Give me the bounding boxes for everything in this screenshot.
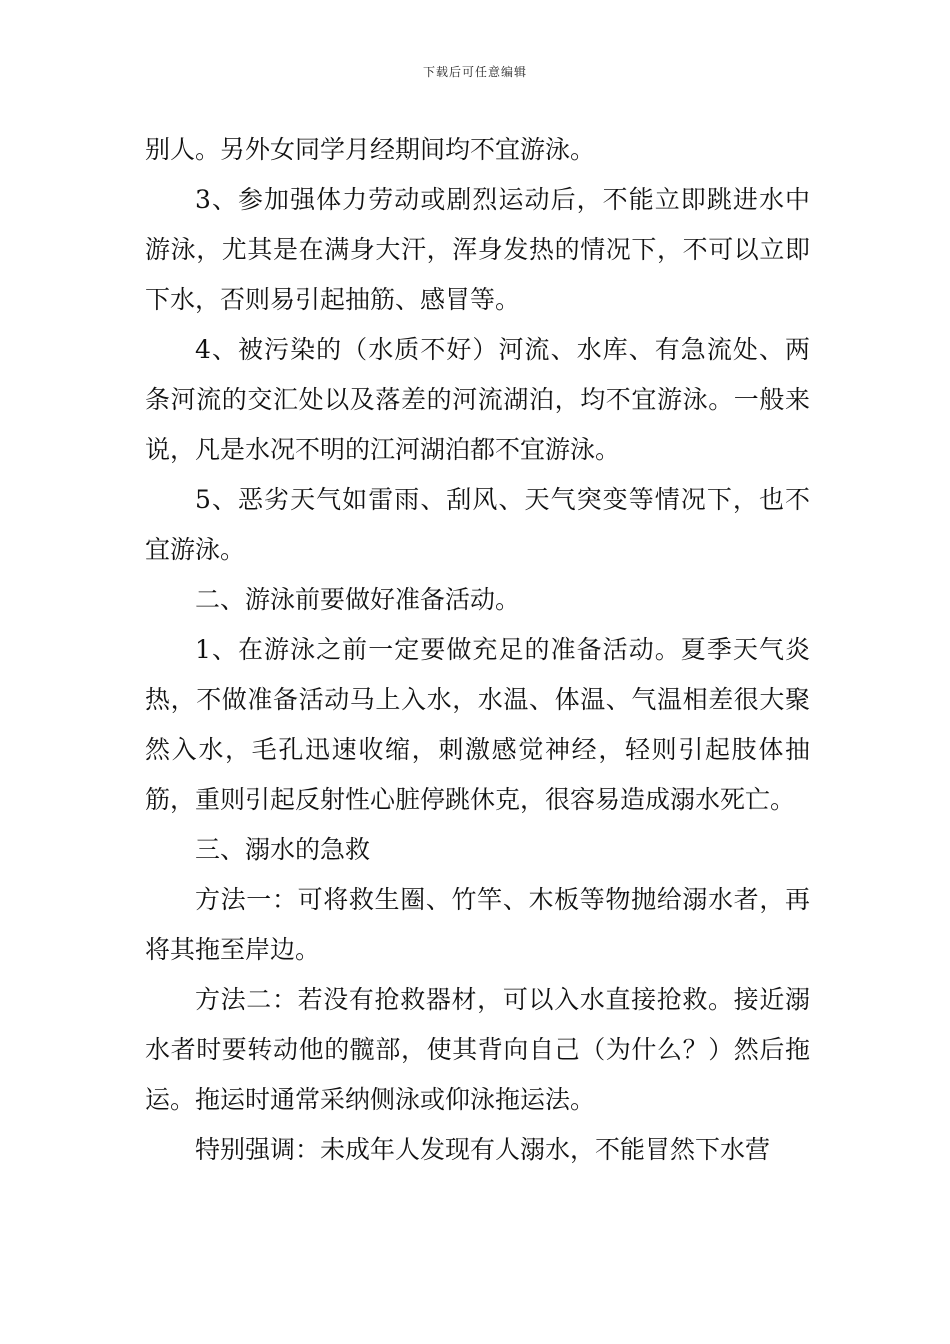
section-heading-3: 三、溺水的急救 <box>195 835 371 864</box>
paragraph-continuation: 别人。另外女同学月经期间均不宜游泳。 <box>145 135 596 164</box>
paragraph-method-1: 方法一：可将救生圈、竹竿、木板等物抛给溺水者，再将其拖至岸边。 <box>145 885 810 964</box>
paragraph-item-5: 5、恶劣天气如雷雨、刮风、天气突变等情况下，也不宜游泳。 <box>145 485 810 564</box>
section-heading-2: 二、游泳前要做好准备活动。 <box>195 585 521 614</box>
paragraph-method-2: 方法二：若没有抢救器材，可以入水直接抢救。接近溺水者时要转动他的髋部，使其背向自己（为什么？）然后拖运。拖运时通常采纳侧泳或仰泳拖运法。 <box>145 985 810 1114</box>
paragraph-item-3: 3、参加强体力劳动或剧烈运动后，不能立即跳进水中游泳，尤其是在满身大汗，浑身发热的情况下，不可以立即下水，否则易引起抽筋、感冒等。 <box>145 185 810 314</box>
document-body <box>145 125 810 1175</box>
page-header: 下载后可任意编辑 <box>422 65 527 79</box>
paragraph-item-4: 4、被污染的（水质不好）河流、水库、有急流处、两条河流的交汇处以及落差的河流湖泊，均不宜游泳。一般来说，凡是水况不明的江河湖泊都不宜游泳。 <box>145 335 810 464</box>
paragraph-emphasis: 特别强调：未成年人发现有人溺水，不能冒然下水营 <box>195 1135 771 1164</box>
paragraph-warmup: 1、在游泳之前一定要做充足的准备活动。夏季天气炎热，不做准备活动马上入水，水温、体温、气温相差很大聚然入水，毛孔迅速收缩，刺激感觉神经，轻则引起肢体抽筋，重则引起反射性心脏停跳休克，很容易造成溺水死亡。 <box>145 635 810 814</box>
